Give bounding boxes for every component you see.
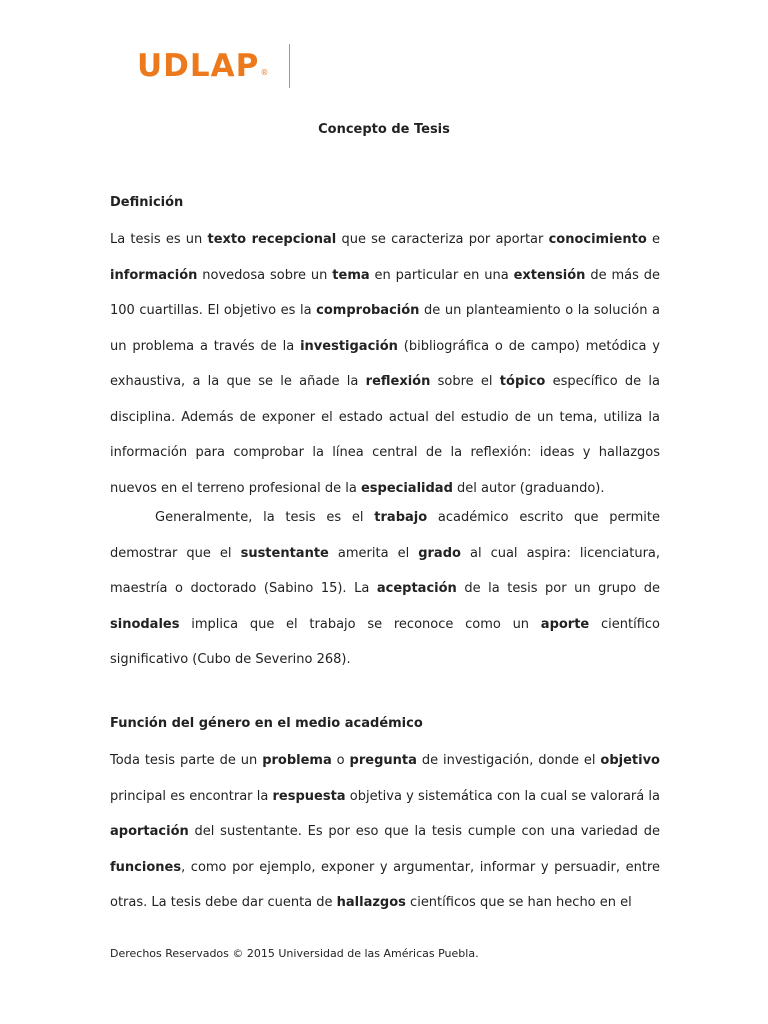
registered-mark: ® [260,68,269,77]
text-run: (bibliográfica o de campo) metódica y exhaustiva, a la que se le añade la [110,338,660,389]
bold-term: conocimiento [548,232,647,247]
text-run: amerita el [328,545,419,561]
bold-term: pregunta [349,753,417,768]
text-run: Generalmente, la tesis es el [155,510,375,525]
text-run: objetiva y sistemática con la cual se valorará la [345,788,660,804]
bold-term: tema [332,267,370,283]
bold-term: sustentante [240,545,329,561]
bold-term: especialidad [360,480,453,496]
text-run: , como por ejemplo, exponer y argumentar, informar y persuadir, entre otras. La tesis debe dar cuenta de [110,859,660,910]
bold-term: reflexión [365,374,431,389]
bold-term: comprobación [316,303,420,318]
text-run: de la tesis por un grupo de [456,581,661,596]
text-run: Toda tesis parte de un [110,753,263,768]
bold-term: investigación [300,338,398,354]
text-run: de más de 100 cuartillas. El objetivo es la [110,267,660,318]
text-run: del autor (graduando). [452,480,605,496]
text-run: científicos que se han hecho en el [405,895,632,910]
text-run: implica que el trabajo se reconoce como un [179,616,541,632]
text-run: académico escrito que permite demostrar que el [110,510,661,561]
text-run: novedosa sobre un [197,267,333,283]
text-run: o [331,753,350,768]
text-run: al cual aspira: licenciatura, maestría o doctorado (Sabino 15). La [110,545,661,596]
bold-term: objetivo [600,753,660,768]
text-run: del sustentante. Es por eso que la tesis cumple con una variedad de [188,824,660,839]
text-run: La tesis es un [110,232,208,247]
bold-term: sinodales [110,616,180,632]
text-run: principal es encontrar la [110,788,273,804]
footer-copyright: Derechos Reservados © 2015 Universidad de las Américas Puebla. [110,947,479,960]
bold-term: aporte [540,616,590,632]
text-run: de investigación, donde el [416,753,601,768]
text-run: e [646,232,660,247]
bold-term: hallazgos [336,895,406,910]
bold-term: texto recepcional [207,232,337,247]
bold-term: problema [262,753,332,768]
logo-text: UDLAP [137,48,260,84]
text-run: de un planteamiento o la solución a un problema a través de la [110,303,660,354]
document-title: Concepto de Tesis [318,122,450,137]
section-heading-definicion: Definición [110,195,184,210]
bold-term: funciones [110,859,182,875]
bold-term: aportación [110,824,189,839]
paragraph-definicion-1 [110,222,660,506]
bold-term: trabajo [374,510,428,525]
paragraph-definicion-2 [110,500,660,678]
text-run: que se caracteriza por aportar [336,232,549,247]
bold-term: aceptación [376,581,457,596]
paragraph-funcion-1 [110,743,660,921]
bold-term: extensión [513,267,586,283]
section-heading-funcion: Función del género en el medio académico [110,716,423,731]
text-run: científico significativo (Cubo de Severino 268). [110,616,660,667]
bold-term: respuesta [272,788,346,804]
udlap-logo [137,48,268,88]
text-run: sobre el [430,374,500,389]
bold-term: tópico [499,374,546,389]
bold-term: grado [418,545,461,561]
text-run: en particular en una [369,267,514,283]
logo-divider [289,44,290,88]
text-run: específico de la disciplina. Además de exponer el estado actual del estudio de un tema, utiliza la información para comprobar la línea central de la reflexión: ideas y hallazgos nuevos en el terreno profesional de la [110,374,661,496]
bold-term: información [110,267,198,283]
